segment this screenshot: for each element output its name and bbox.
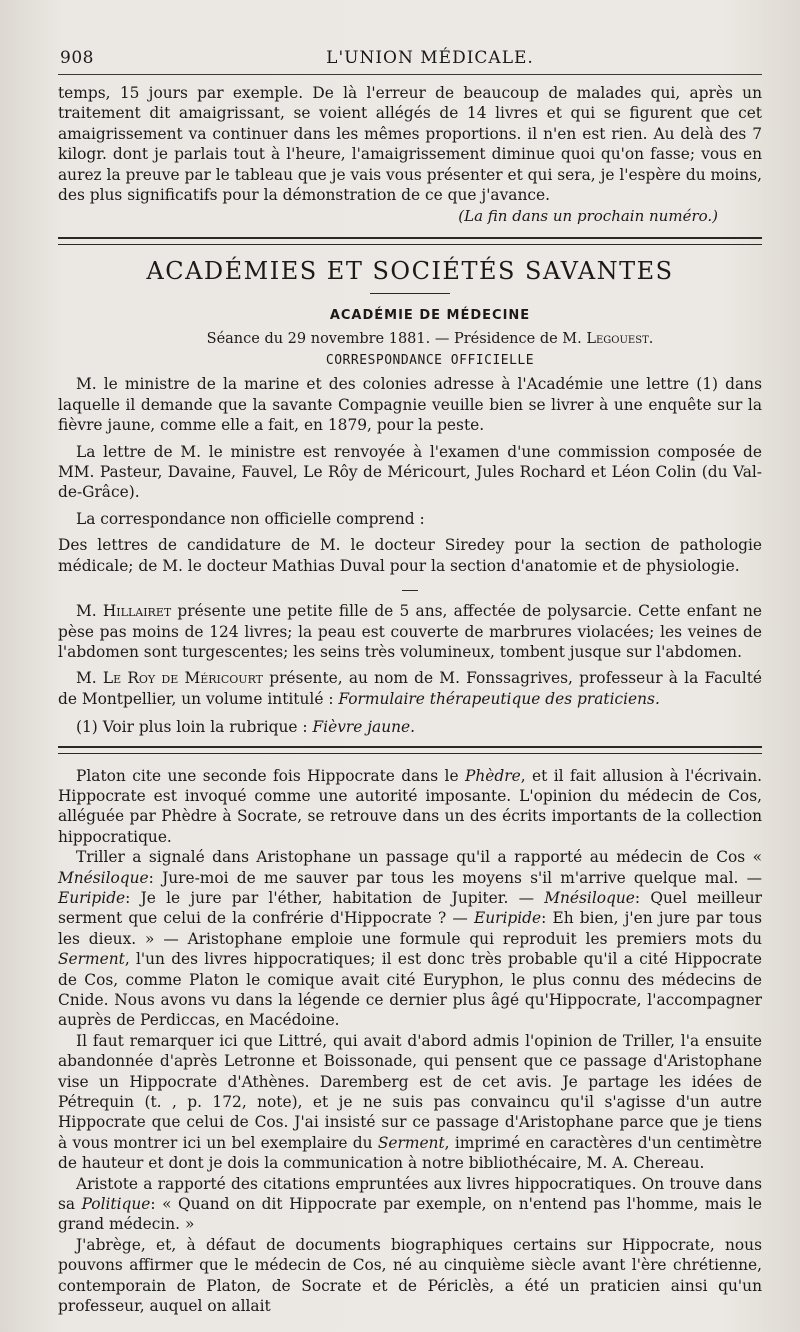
to-be-continued: (La fin dans un prochain numéro.): [458, 207, 718, 226]
feuilleton-paragraph-3: Il faut remarquer ici que Littré, qui avait d'abord admis l'opinion de Triller, l'a ensuite abandonnée d'après Letronne et Boissonade, qui pensent que ce passage d'Aristophane vise un Hippocrate d'Athènes. Daremberg est de cet avis. Je partage les idées de Pétrequin (t. , p. 172, note), et je ne suis pas convaincu qu'il s'agisse d'un autre Hippocrate que celui de Cos. J'ai insisté sur ce passage d'Aristophane parce que je tiens à vous montrer ici un bel exemplaire du Serment, imprimé en caractères d'un centimètre de hauteur et dont je dois la communication à notre bibliothécaire, M. A. Chereau.: [58, 1031, 762, 1173]
section-paragraph-6: [58, 668, 762, 709]
section-separator-dash: [402, 590, 418, 591]
feuilleton-paragraph-2: Triller a signalé dans Aristophane un passage qu'il a rapporté au médecin de Cos « Mnésiloque: Jure-moi de me sauver par tous les moyens s'il m'arrive quelque mal. — Euripide: Je le jure par l'éther, habitation de Jupiter. — Mnésiloque: Quel meilleur serment que celui de la confrérie d'Hippocrate ? — Euripide: Eh bien, j'en jure par tous les dieux. » — Aristophane emploie une formule qui reproduit les premiers mots du Serment, l'un des livres hippocratiques; il est donc très probable qu'il a cité Hippocrate de Cos, comme Platon le comique avait cité Euryphon, le plus connu des médecins de Cnide. Nous avons vu dans la légende ce dernier plus âgé qu'Hippocrate, l'accompagner auprès de Perdiccas, en Macédoine.: [58, 848, 762, 1030]
paragraph-6-text: présente, au nom de M. Fonssagrives, professeur à la Faculté de Montpellier, un volume intitulé :: [58, 669, 763, 708]
section-title: ACADÉMIES ET SOCIÉTÉS SAVANTES: [146, 257, 674, 286]
seance-prefix: Séance du 29 novembre 1881. — Présidence de M.: [206, 331, 582, 348]
section-paragraph-3: La correspondance non officielle comprend :: [76, 509, 425, 528]
feuilleton-block: [58, 766, 762, 1317]
intro-block: [58, 83, 762, 225]
speaker-hillairet: M. Hillairet: [76, 602, 172, 621]
paragraph-5-text: présente une petite fille de 5 ans, affectée de polysarcie. Cette enfant ne pèse pas moins de 124 livres; la peau est couverte de marbrures violacées; les veines de l'abdomen sont turgescentes; les seins très volumineux, tombent jusque sur l'abdomen.: [58, 602, 762, 661]
book-title: Formulaire thérapeutique des praticiens.: [338, 689, 660, 708]
speaker-le-roy: M. Le Roy de Méricourt: [76, 669, 264, 688]
section-paragraph-1: M. le ministre de la marine et des colonies adresse à l'Académie une lettre (1) dans laquelle il demande que la savante Compagnie veuille bien se livrer à une enquête sur la fièvre jaune, comme elle a fait, en 1879, pour la peste.: [58, 375, 762, 435]
correspondence-heading: CORRESPONDANCE OFFICIELLE: [325, 353, 535, 369]
section-paragraph-4: Des lettres de candidature de M. le docteur Siredey pour la section de pathologie médicale; de M. le docteur Mathias Duval pour la section d'anatomie et de physiologie.: [58, 536, 762, 575]
running-title: L'UNION MÉDICALE.: [326, 48, 534, 68]
section-paragraph-5: [58, 601, 762, 662]
feuilleton-paragraph-1: Platon cite une seconde fois Hippocrate dans le Phèdre, et il fait allusion à l'écrivain. Hippocrate est invoqué comme une autorité imposante. L'opinion du médecin de Cos, alléguée par Phèdre à Socrate, se retrouve dans un des écrits importants de la collection hippocratique.: [58, 766, 762, 846]
title-phedre: Phèdre: [465, 766, 521, 785]
feuilleton-paragraph-4: Aristote a rapporté des citations empruntées aux livres hippocratiques. On trouve dans sa Politique: « Quand on dit Hippocrate par exemple, on n'entend pas l'homme, mais le grand médecin. »: [58, 1174, 762, 1234]
footnote-ref: Fièvre jaune.: [312, 718, 416, 737]
academy-heading: ACADÉMIE DE MÉDECINE: [329, 308, 531, 324]
section-paragraph-2: La lettre de M. le ministre est renvoyée à l'examen d'une commission composée de MM. Pasteur, Davaine, Fauvel, Le Rôy de Méricourt, Jules Rochard et Léon Colin (du Val-de-Grâce).: [58, 442, 762, 502]
footnote-text: (1) Voir plus loin la rubrique :: [76, 718, 308, 737]
section-title-underline: [370, 293, 450, 294]
feuilleton-rule: [58, 746, 762, 754]
footnote: [58, 717, 762, 737]
feuilleton-paragraph-5: J'abrège, et, à défaut de documents biographiques certains sur Hippocrate, nous pouvons affirmer que le médecin de Cos, né au cinquième siècle avant l'ère chrétienne, contemporain de Platon, de Socrate et de Périclès, a été un praticien ainsi qu'un professeur, auquel on allait: [58, 1235, 762, 1316]
seance-president: Legouest.: [586, 331, 654, 348]
intro-paragraph: temps, 15 jours par exemple. De là l'erreur de beaucoup de malades qui, après un traitement dit amaigrissant, se voient allégés de 14 livres et qui se figurent que cet amaigrissement va continuer dans les mêmes proportions. il n'en est rien. Au delà des 7 kilogr. dont je parlais tout à l'heure, l'amaigrissement diminue quoi qu'on fasse; vous en aurez la preuve par le tableau que je vais vous présenter et qui sera, je l'espère du moins, des plus significatifs pour la démonstration de ce que j'avance.: [58, 84, 762, 205]
section-top-rule: [58, 237, 762, 245]
page-number: 908: [60, 48, 94, 68]
seance-line: [58, 331, 762, 347]
header-rule: [58, 74, 762, 75]
page-header: [58, 44, 762, 74]
